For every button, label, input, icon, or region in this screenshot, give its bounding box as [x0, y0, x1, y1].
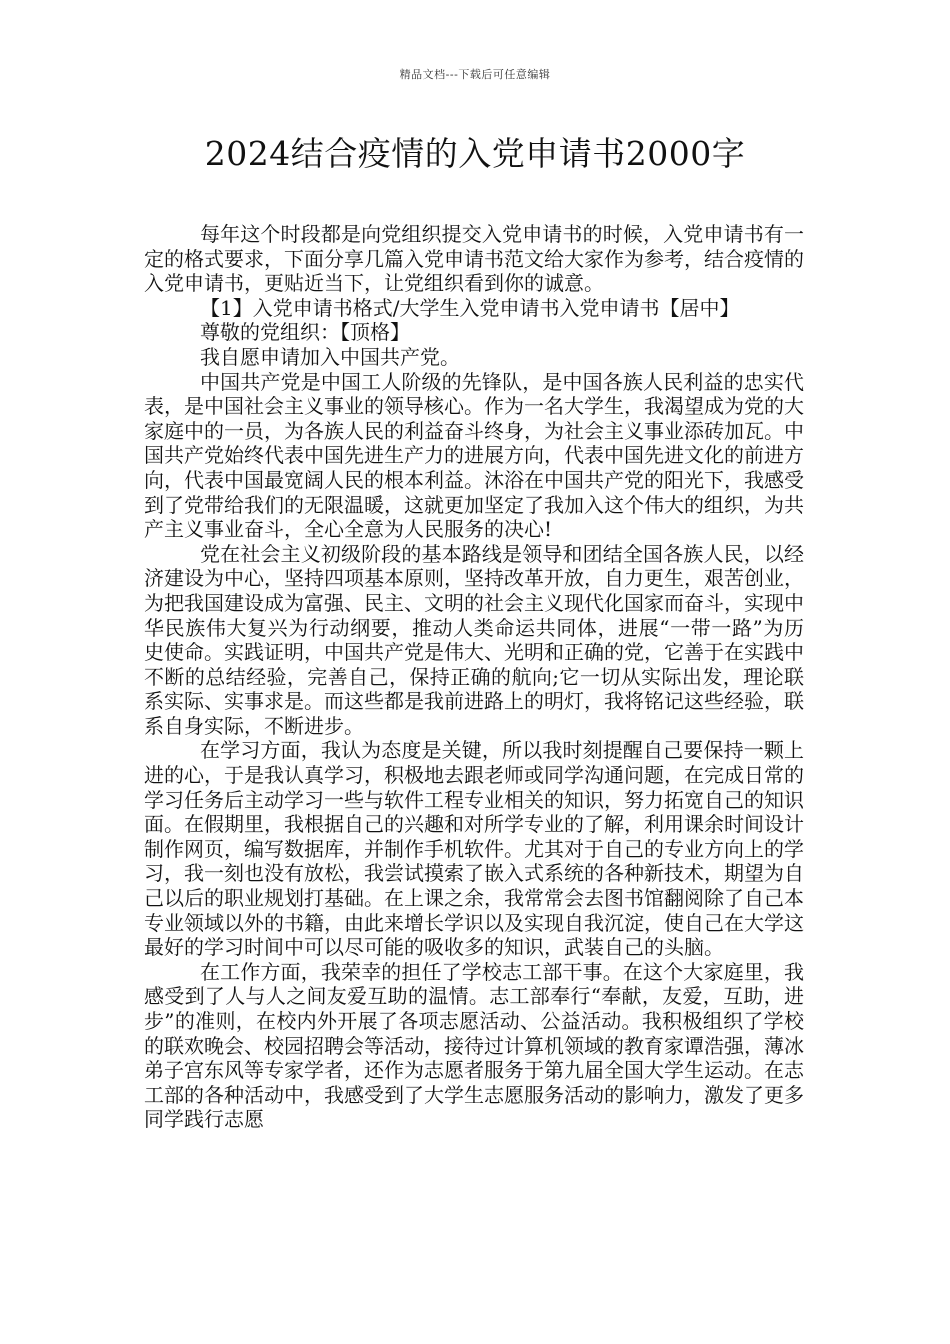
paragraph-party-description: 中国共产党是中国工人阶级的先锋队，是中国各族人民利益的忠实代表，是中国社会主义事业的领导核心。作为一名大学生，我渴望成为党的大家庭中的一员，为各族人民的利益奋斗终身，为社会主义事业添砖加瓦。中国共产党始终代表中国先进生产力的进展方向，代表中国先进文化的前进方向，代表中国最宽阔人民的根本利益。沐浴在中国共产党的阳光下，我感受到了党带给我们的无限温暖，这就更加坚定了我加入这个伟大的组织，为共产主义事业奋斗，全心全意为人民服务的决心!	[144, 369, 804, 542]
paragraph-statement: 我自愿申请加入中国共产党。	[200, 344, 460, 369]
document-title: 2024结合疫情的入党申请书2000字	[204, 134, 746, 173]
paragraph-study: 在学习方面，我认为态度是关键，所以我时刻提醒自己要保持一颗上进的心，于是我认真学习，积极地去跟老师或同学沟通问题，在完成日常的学习任务后主动学习一些与软件工程专业相关的知识，努力拓宽自己的知识面。在假期里，我根据自己的兴趣和对所学专业的了解，利用课余时间设计制作网页，编写数据库，并制作手机软件。尤其对于自己的专业方向上的学习，我一刻也没有放松，我尝试摸索了嵌入式系统的各种新技术，期望为自己以后的职业规划打基础。在上课之余，我常常会去图书馆翻阅除了自己本专业领域以外的书籍，由此来增长学识以及实现自我沉淀，使自己在大学这最好的学习时间中可以尽可能的吸收多的知识，武装自己的头脑。	[144, 738, 804, 960]
paragraph-intro: 每年这个时段都是向党组织提交入党申请书的时候，入党申请书有一定的格式要求，下面分享几篇入党申请书范文给大家作为参考，结合疫情的入党申请书，更贴近当下，让党组织看到你的诚意。	[144, 222, 804, 296]
paragraph-format-heading: 【1】入党申请书格式/大学生入党申请书入党申请书【居中】	[200, 295, 740, 320]
paragraph-salutation: 尊敬的党组织：【顶格】	[200, 320, 410, 345]
document-body	[144, 222, 804, 1132]
header-note: 精品文档---下载后可任意编辑	[399, 68, 551, 81]
paragraph-work: 在工作方面，我荣幸的担任了学校志工部干事。在这个大家庭里，我感受到了人与人之间友爱互助的温情。志工部奉行“奉献，友爱，互助，进步”的准则，在校内外开展了各项志愿活动、公益活动。我积极组织了学校的联欢晚会、校园招聘会等活动，接待过计算机领域的教育家谭浩强，薄冰弟子宫东风等专家学者，还作为志愿者服务于第九届全国大学生运动。在志工部的各种活动中，我感受到了大学生志愿服务活动的影响力，激发了更多同学践行志愿	[144, 959, 804, 1132]
paragraph-party-line: 党在社会主义初级阶段的基本路线是领导和团结全国各族人民，以经济建设为中心，坚持四项基本原则，坚持改革开放，自力更生，艰苦创业，为把我国建设成为富强、民主、文明的社会主义现代化国家而奋斗，实现中华民族伟大复兴为行动纲要，推动人类命运共同体，进展“一带一路”为历史使命。实践证明，中国共产党是伟大、光明和正确的党，它善于在实践中不断的总结经验，完善自己，保持正确的航向;它一切从实际出发，理论联系实际、实事求是。而这些都是我前进路上的明灯，我将铭记这些经验，联系自身实际，不断进步。	[144, 541, 804, 738]
